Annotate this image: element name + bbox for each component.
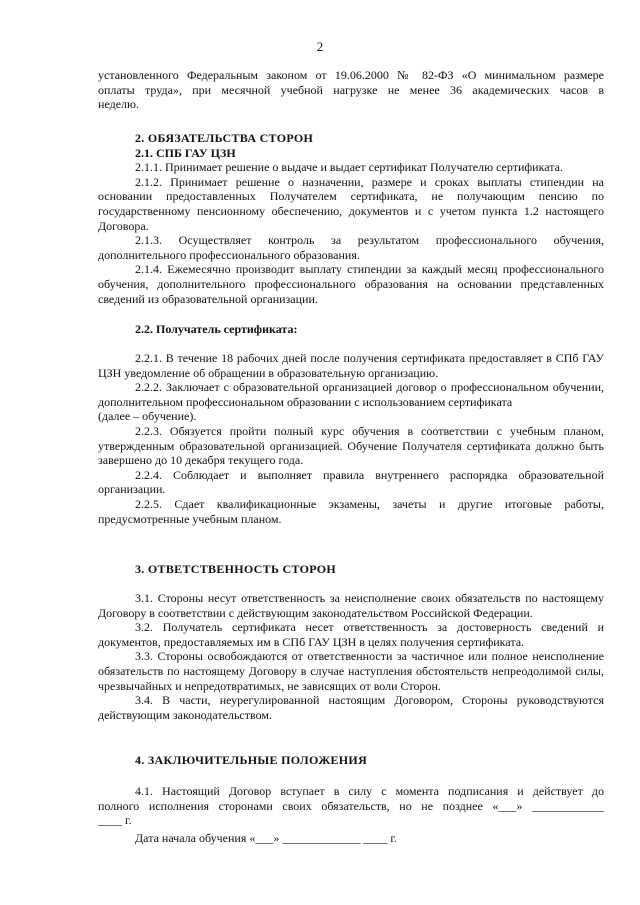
clause-2-2-4: 2.2.4. Соблюдает и выполняет правила внутреннего распорядка образовательной организации.: [98, 467, 604, 497]
section-4-clauses: [98, 784, 604, 845]
clause-4-1-line-1: 4.1. Настоящий Договор вступает в силу с момента подписания и действует до: [135, 784, 604, 798]
section-4-heading: 4. ЗАКЛЮЧИТЕЛЬНЫЕ ПОЛОЖЕНИЯ: [135, 753, 368, 767]
page-number: 2: [316, 39, 324, 54]
clause-3-4: 3.4. В части, неурегулированной настоящим Договором, Стороны руководствуются действующим законодательством.: [98, 693, 604, 722]
subsection-2-1-heading: 2.1. СПБ ГАУ ЦЗН: [135, 145, 236, 160]
section-3-heading: 3. ОТВЕТСТВЕННОСТЬ СТОРОН: [135, 562, 337, 576]
clause-3-1: 3.1. Стороны несут ответственность за неисполнение своих обязательств по настоящему Договору в соответствии с действующим законодательством Российской Федерации.: [98, 591, 604, 620]
subsection-2-2-heading: 2.2. Получатель сертификата:: [135, 322, 298, 336]
intro-line-2: оплаты труда», при месячной учебной нагрузке не менее 36 академических часов в: [98, 82, 604, 97]
clause-2-2-2-continuation: (далее – обучение).: [98, 409, 197, 424]
intro-line-3: неделю.: [98, 97, 139, 112]
clause-4-1-line-2: полного исполнения сторонами своих обязательств, но не позднее «___» ____________: [98, 798, 604, 813]
section-4-header: [98, 753, 604, 768]
subsection-2-2: [98, 322, 604, 337]
clause-2-2-2: 2.2.2. Заключает с образовательной организацией договор о профессиональном обучении, дополнительном профессиональном образовании с использованием сертификата: [98, 380, 604, 409]
clause-2-2-5: 2.2.5. Сдает квалификационные экзамены, зачеты и другие итоговые работы, предусмотренные учебным планом.: [98, 496, 604, 526]
clause-2-1-4: 2.1.4. Ежемесячно производит выплату стипендии за каждый месяц профессионального обучения, дополнительного профессионального образования на основании представленных сведений из образовательной организации.: [98, 262, 604, 306]
clause-3-2: 3.2. Получатель сертификата несет ответственность за достоверность сведений и документов, предоставляемых им в СПб ГАУ ЦЗН в целях получения сертификата.: [98, 620, 604, 649]
training-start-date: Дата начала обучения «___» _____________ ____ г.: [135, 830, 397, 845]
intro-paragraph: [98, 68, 604, 112]
clause-3-3: 3.3. Стороны освобождаются от ответственности за частичное или полное неисполнение обязательств по настоящему Договору в случае наступления обстоятельств непреодолимой силы, чрезвычайных и непредотвратимых, не зависящих от воли Сторон.: [98, 649, 604, 693]
subsection-2-2-clauses: [98, 351, 604, 526]
clause-2-1-3: 2.1.3. Осуществляет контроль за результатом профессионального обучения, дополнительного профессионального образования.: [98, 233, 604, 262]
section-3-header: [98, 562, 604, 577]
clause-4-1-line-3: ____ г.: [98, 813, 132, 828]
section-2: [98, 131, 604, 306]
clause-2-1-1: 2.1.1. Принимает решение о выдаче и выдает сертификат Получателю сертификата.: [135, 160, 563, 175]
section-2-heading: 2. ОБЯЗАТЕЛЬСТВА СТОРОН: [135, 131, 314, 145]
intro-line-1: установленного Федеральным законом от 19.06.2000 № 82-ФЗ «О минимальном размере: [98, 68, 604, 82]
clause-2-2-1: 2.2.1. В течение 18 рабочих дней после получения сертификата предоставляет в СПб ГАУ ЦЗН уведомление об обращении в образовательную организацию.: [98, 351, 604, 380]
clause-2-1-2: 2.1.2. Принимает решение о назначении, размере и сроках выплаты стипендии на основании предоставленных Получателем сертификата, не получающим пенсию по государственному пенсионному обеспечению, документов и с учетом пункта 1.2 настоящего Договора.: [98, 174, 604, 233]
section-3-clauses: [98, 591, 604, 722]
clause-2-2-3: 2.2.3. Обязуется пройти полный курс обучения в соответствии с учебным планом, утвержденным образовательной организацией. Обучение Получателя сертификата должно быть завершено до 10 декабря текущего года.: [98, 423, 604, 468]
